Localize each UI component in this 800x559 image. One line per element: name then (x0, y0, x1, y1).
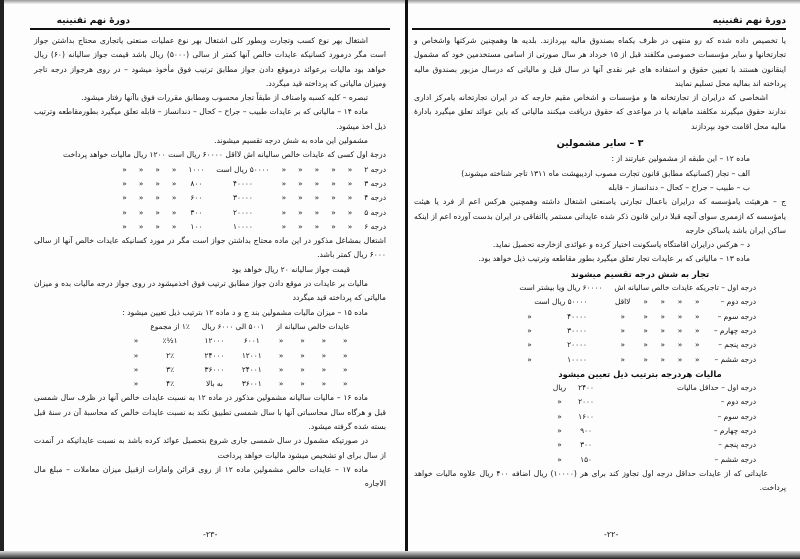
table-row: درجه ۵ « « « « « ۲۰۰۰۰ ۳۰۰ « « « « (122, 207, 386, 217)
table-row: درجه دوم – ۲۰۰۰ « (557, 397, 756, 407)
paragraph: مشمولین این ماده به شش درجه تقسیم میشوند. (214, 136, 368, 146)
right-page (412, 0, 792, 559)
paragraph: اشتغال بمشاغل مذکور در این ماده محتاج بداشتن جواز است مگر در مورد کسانیکه عایدات خالص آنها از سالی ۶۰۰۰ ریال کمتر باشد. (34, 236, 386, 260)
article-17: ماده ۱۷ – عایدات خالص مشمولین ماده ۱۲ از روی قرائن وامارات ازقبیل میزان معاملات – مبلغ مال الاجاره (34, 464, 386, 489)
table-row: درجه دوم – « « « « لااقل ۵۰۰۰۰ ریال است (534, 297, 756, 307)
doctor-grade-table (116, 163, 386, 234)
right-page-body (414, 34, 786, 496)
table-row: درجه سوم – « « « « « ۴۰۰۰۰ « (527, 311, 756, 321)
article-15: ماده ۱۵ – میزان مالیات مشمولین بند ج و د ماده ۱۲ بترتیب ذیل تعیین میشود : (122, 307, 368, 317)
closing-paragraph: عایداتی که از عایدات حداقل درجه اول تجاوز کند برای هر (۱۰۰۰۰) ریال اضافه ۴۰۰ ریال علاوه مالیات خواهد پرداخت. (414, 468, 786, 493)
page-number: -۲۳- (203, 530, 218, 539)
table-row: درجه ششم – « « « « « ۱۰۰۰۰ « (527, 354, 756, 364)
table-row: « « « « ۳۶۰۰۱ به بالا ۴٪ « (133, 379, 348, 389)
table-row: درجه سوم – ۱۶۰۰ « (557, 411, 756, 421)
article-16: ماده ۱۶ – مالیات سالیانه مشمولین مذکور در ماده ۱۲ به نسبت عایدات خالص آنها در ظرف سال شمسی قبل و هرگاه سال محاسباتی آنها با سال شمسی تطبیق نکند به نسبت عایدات خالص که محاسبهٔ آن در سنهٔ قبل بسته شده گرفته میشود. (34, 393, 386, 432)
running-head: دورهٔ نهم تقنینیه (712, 16, 786, 26)
table-row: درجه ششم – ۱۵۰ « (557, 454, 756, 464)
table-row: « « « « ۶۰۰۱ ۱۲۰۰۰ ۱½٪ « (133, 336, 348, 346)
table-row: « « « « ۲۴۰۰۱ ۳۶۰۰۰ ۳٪ « (133, 364, 348, 374)
table-row: درجه چهارم – ۹۰۰ « (557, 426, 756, 436)
book-gutter-divider (405, 0, 408, 559)
table-row: درجه ۴ « « « « « ۳۰۰۰۰ ۶۰۰ « « « « (122, 193, 386, 203)
clause-jim: ج – هرهیئت یامؤسسه که درایران باعمال تجارتی یاصنعتی اشتغال داشته وهمچنین هرکس اعم از فرد یا هیئت یامؤسسه که ازممری سوای آنچه قبلا دراین قانون ذکر شده عایداتی مستمر یااتفاقی در ایران بدست آورده اعم از اینکه ساکن ایران باشد یاساکن خارجه (414, 197, 786, 235)
paragraph-note: تبصره – کلیه کسبه واصناف از طبقاً تجار محسوب ومطابق مقررات فوق باآنها رفتار میشود. (81, 93, 368, 103)
left-page-body (34, 34, 386, 492)
table-row: درجه ۶ « « « « « ۱۰۰۰۰ ۱۰۰ « « « « (122, 221, 386, 231)
table-row: درجه پنجم – « « « « « ۲۰۰۰۰ « (527, 340, 756, 350)
header-rule (412, 28, 786, 30)
table-row: درجه اول – حداقل مالیات ۲۴۰۰ ریال (552, 383, 756, 393)
table-row: درجه پنجم – ۳۰۰ « (557, 440, 756, 450)
paragraph: در صورتیکه مشمول در سال شمسی جاری شروع بتحصیل عوائد کرده باشد به نسبت عایداتیکه در آنمدت از سال برای او تشخیص میشود مالیات خواهد پرداخت (34, 436, 386, 460)
table-row: درجه چهارم – « « « « « ۳۰۰۰۰ « (527, 325, 756, 335)
table-row: درجه ۲ « « « « « ۵۰۰۰۰ ریال است ۱۰۰۰ « « « « (122, 164, 386, 174)
table-row: درجه ۳ « « « « « ۴۰۰۰۰ ۸۰۰ « « « « (122, 178, 386, 188)
clause-alef: الف – تجار (کسانیکه مطابق قانون تجارت مصوب اردیبهشت ماه ۱۳۱۱ تاجر شناخته میشوند) (461, 168, 750, 178)
table-row: درجه اول – تاجریکه عایدات خالص سالیانه اش ۶۰۰۰۰ ریال ویا بیشتر است (519, 283, 756, 293)
article-14: ماده ۱۴ – مالیاتی که بر عایدات طبیب – جراح – کحال – دندانساز – قابله تعلق میگیرد بطورمقاطعه وترتیب ذیل اخذ میشود. (34, 107, 386, 131)
page-number: -۲۲- (604, 530, 619, 539)
clause-be: ب – طبیب – جراح – کحال – دندانساز – قابله (608, 182, 750, 192)
left-page (8, 0, 400, 559)
merchant-grade-table (513, 281, 756, 367)
header-rule (30, 28, 390, 30)
subheading: تجار به شش درجه تقسیم میشوند (570, 268, 710, 279)
page-edge-left (0, 0, 4, 559)
paragraph: یا تخصیص داده شده که رو منتهی در ظرف یکماه بصندوق مالیه بپردازند. بلدیه ها وهمچنین شرکتها واشخاص و تجارتخانها و سایر مؤسسات خصوصی مکلفند قبل از ۱۵ خرداد هر سال صورتی از اسامی مستخدمین خود که مشمول اینقانون هستند با تعیین حقوق و استفاده های غیر نقدی آنها در سال قبل و مالیاتی که درسال مزبور بصندوق مالیه پرداخته اند بمالیه محل تسلیم نمایند (414, 36, 786, 88)
article-13: ماده ۱۳ – مالیاتی که بر عایدات تجار تعلق میگیرد بطور مقاطعه وترتیب ذیل خواهد بود. (478, 254, 750, 264)
table-header-row: عایدات خالص سالیانه از ۵۰۰۱ الی ۶۰۰۰ ریال ۱٪ از مجموع (150, 321, 350, 331)
income-bracket-table (128, 320, 356, 391)
subheading: مالیات هردرجه بترتیب ذیل تعیین میشود (558, 368, 722, 379)
clause-dal: د – هرکس درایران اقامتگاه یاسکونت اختیار کرده و عوائدی ازخارجه تحصیل نماید. (492, 240, 750, 250)
tax-grade-table (547, 381, 756, 467)
grade-1-line: درجهٔ اول کسی که عایدات خالص سالیانه اش لااقل ۶۰۰۰۰ ریال است ۱۲۰۰ ریال مالیات خواهد پرداخت (63, 150, 386, 160)
paragraph: قیمت جواز سالیانه ۲۰ ریال خواهد بود (231, 264, 350, 274)
table-row: « « « « ۱۲۰۰۱ ۲۴۰۰۰ ۲٪ « (133, 350, 348, 360)
running-head: دورهٔ نهم تقنینیه (56, 16, 130, 26)
paragraph: اشتغال بهر نوع کسب وتجارت وبطور کلی اشتغال بهر نوع عملیات صنعتی یاتجاری محتاج بداشتن جواز است مگر درمورد کسانیکه عایدات خالص آنها کمتر از سالی (۵۰۰۰) ریال باشد قیمت جواز سالیانه (۶۰) ریال خواهد بود مالیات برعوائد درموقع دادن جواز مطابق ترتیب فوق مأخوذ میشود – در روی هرجواز درجه تاجر ومیزان مالیاتی که پرداخته قید میگردد. (34, 36, 386, 88)
article-12: ماده ۱۲ – این طبقه از مشمولین عبارتند از : (611, 154, 750, 164)
paragraph: اشخاصی که درایران از تجارتخانه ها و مؤسسات و اشخاص مقیم خارجه که در ایران تجارتخانه یامرکز اداری ندارند حقوق میگیرند مکلفند ماهیانه یا در مواعدی که حقوق دریافت میکنند مالیاتی که باین عوائد تعلق میگیرد بادارهٔ مالیه محل اقامت خود بپردازند (414, 93, 786, 131)
paragraph: مالیات بر عایدات در موقع دادن جواز مطابق ترتیب فوق اخذمیشود در روی جواز درجه مالیات بده و میزان مالیاتی که پرداخته قید میگردد (34, 279, 386, 303)
section-title: ۳ – سایر مشمولین (556, 138, 644, 150)
